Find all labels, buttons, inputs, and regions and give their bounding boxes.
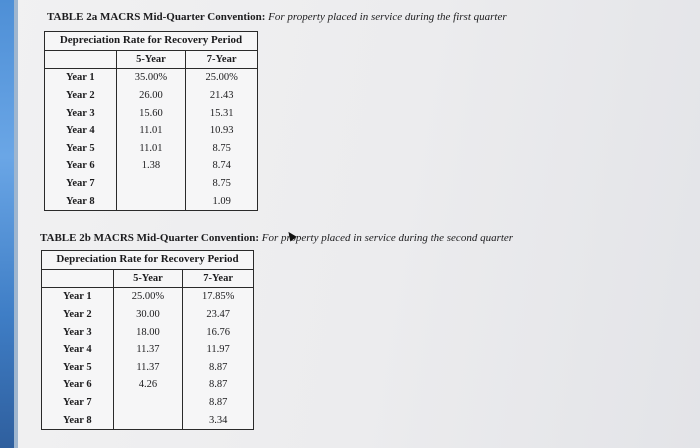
table-row: [42, 306, 254, 324]
year-cell: Year 5: [45, 140, 117, 158]
year-cell: Year 2: [45, 87, 117, 105]
table-row: [42, 376, 254, 394]
year-cell: Year 7: [45, 175, 117, 193]
year-cell: Year 1: [42, 288, 114, 306]
table-2b-corner: [42, 269, 114, 288]
table-2a-title-bold: TABLE 2a MACRS Mid-Quarter Convention:: [47, 11, 266, 23]
year-cell: Year 4: [45, 122, 117, 140]
table-2a-title-italic: For property placed in service during the first quarter: [265, 11, 507, 23]
table-row: [42, 323, 254, 341]
five-year-rate-cell: [113, 411, 183, 429]
five-year-rate-cell: 30.00: [113, 306, 183, 324]
five-year-rate-cell: 25.00%: [113, 288, 183, 306]
seven-year-rate-cell: 8.87: [183, 359, 254, 377]
year-cell: Year 8: [42, 411, 114, 429]
five-year-rate-cell: [116, 175, 186, 193]
five-year-rate-cell: 26.00: [116, 87, 186, 105]
table-row: [45, 122, 258, 140]
table-2a-body: [45, 69, 258, 211]
table-2a-col-7-year: 7-Year: [186, 50, 258, 69]
seven-year-rate-cell: 1.09: [186, 192, 258, 210]
table-2a-title: [47, 10, 507, 24]
seven-year-rate-cell: 8.74: [186, 157, 258, 175]
table-row: [45, 192, 258, 210]
year-cell: Year 8: [45, 192, 117, 210]
five-year-rate-cell: [113, 394, 183, 412]
year-cell: Year 4: [42, 341, 114, 359]
year-cell: Year 3: [42, 323, 114, 341]
five-year-rate-cell: 18.00: [113, 323, 183, 341]
seven-year-rate-cell: 3.34: [183, 411, 254, 429]
table-row: [45, 104, 258, 122]
year-cell: Year 7: [42, 394, 114, 412]
seven-year-rate-cell: 21.43: [186, 87, 258, 105]
five-year-rate-cell: 11.37: [113, 359, 183, 377]
window-edge: [0, 0, 14, 448]
table-2b: [41, 250, 254, 430]
year-cell: Year 6: [42, 376, 114, 394]
seven-year-rate-cell: 8.75: [186, 140, 258, 158]
five-year-rate-cell: 4.26: [113, 376, 183, 394]
table-row: [45, 157, 258, 175]
table-2a: [44, 31, 258, 211]
year-cell: Year 2: [42, 306, 114, 324]
year-cell: Year 6: [45, 157, 117, 175]
seven-year-rate-cell: 23.47: [183, 306, 254, 324]
seven-year-rate-cell: 8.87: [183, 394, 254, 412]
table-2a-col-5-year: 5-Year: [116, 50, 186, 69]
table-2b-title: [40, 231, 513, 245]
table-row: [42, 341, 254, 359]
seven-year-rate-cell: 8.75: [186, 175, 258, 193]
table-2b-title-bold: TABLE 2b MACRS Mid-Quarter Convention:: [40, 232, 259, 244]
seven-year-rate-cell: 25.00%: [186, 69, 258, 87]
seven-year-rate-cell: 11.97: [183, 341, 254, 359]
table-2b-col-5-year: 5-Year: [113, 269, 183, 288]
five-year-rate-cell: 1.38: [116, 157, 186, 175]
table-row: [45, 87, 258, 105]
table-2b-body: [42, 288, 254, 430]
seven-year-rate-cell: 15.31: [186, 104, 258, 122]
table-row: [42, 411, 254, 429]
five-year-rate-cell: 11.01: [116, 122, 186, 140]
table-2a-corner: [45, 50, 117, 69]
table-2b-col-7-year: 7-Year: [183, 269, 254, 288]
seven-year-rate-cell: 8.87: [183, 376, 254, 394]
table-2a-caption: Depreciation Rate for Recovery Period: [45, 32, 258, 51]
seven-year-rate-cell: 16.76: [183, 323, 254, 341]
table-2b-title-italic: For property placed in service during the second quarter: [259, 232, 514, 244]
table-row: [45, 175, 258, 193]
five-year-rate-cell: 15.60: [116, 104, 186, 122]
table-2b-caption: Depreciation Rate for Recovery Period: [42, 251, 254, 270]
table-row: [42, 288, 254, 306]
year-cell: Year 5: [42, 359, 114, 377]
five-year-rate-cell: 35.00%: [116, 69, 186, 87]
seven-year-rate-cell: 17.85%: [183, 288, 254, 306]
five-year-rate-cell: [116, 192, 186, 210]
seven-year-rate-cell: 10.93: [186, 122, 258, 140]
table-row: [42, 394, 254, 412]
table-row: [45, 140, 258, 158]
year-cell: Year 1: [45, 69, 117, 87]
table-row: [45, 69, 258, 87]
five-year-rate-cell: 11.37: [113, 341, 183, 359]
table-row: [42, 359, 254, 377]
five-year-rate-cell: 11.01: [116, 140, 186, 158]
year-cell: Year 3: [45, 104, 117, 122]
